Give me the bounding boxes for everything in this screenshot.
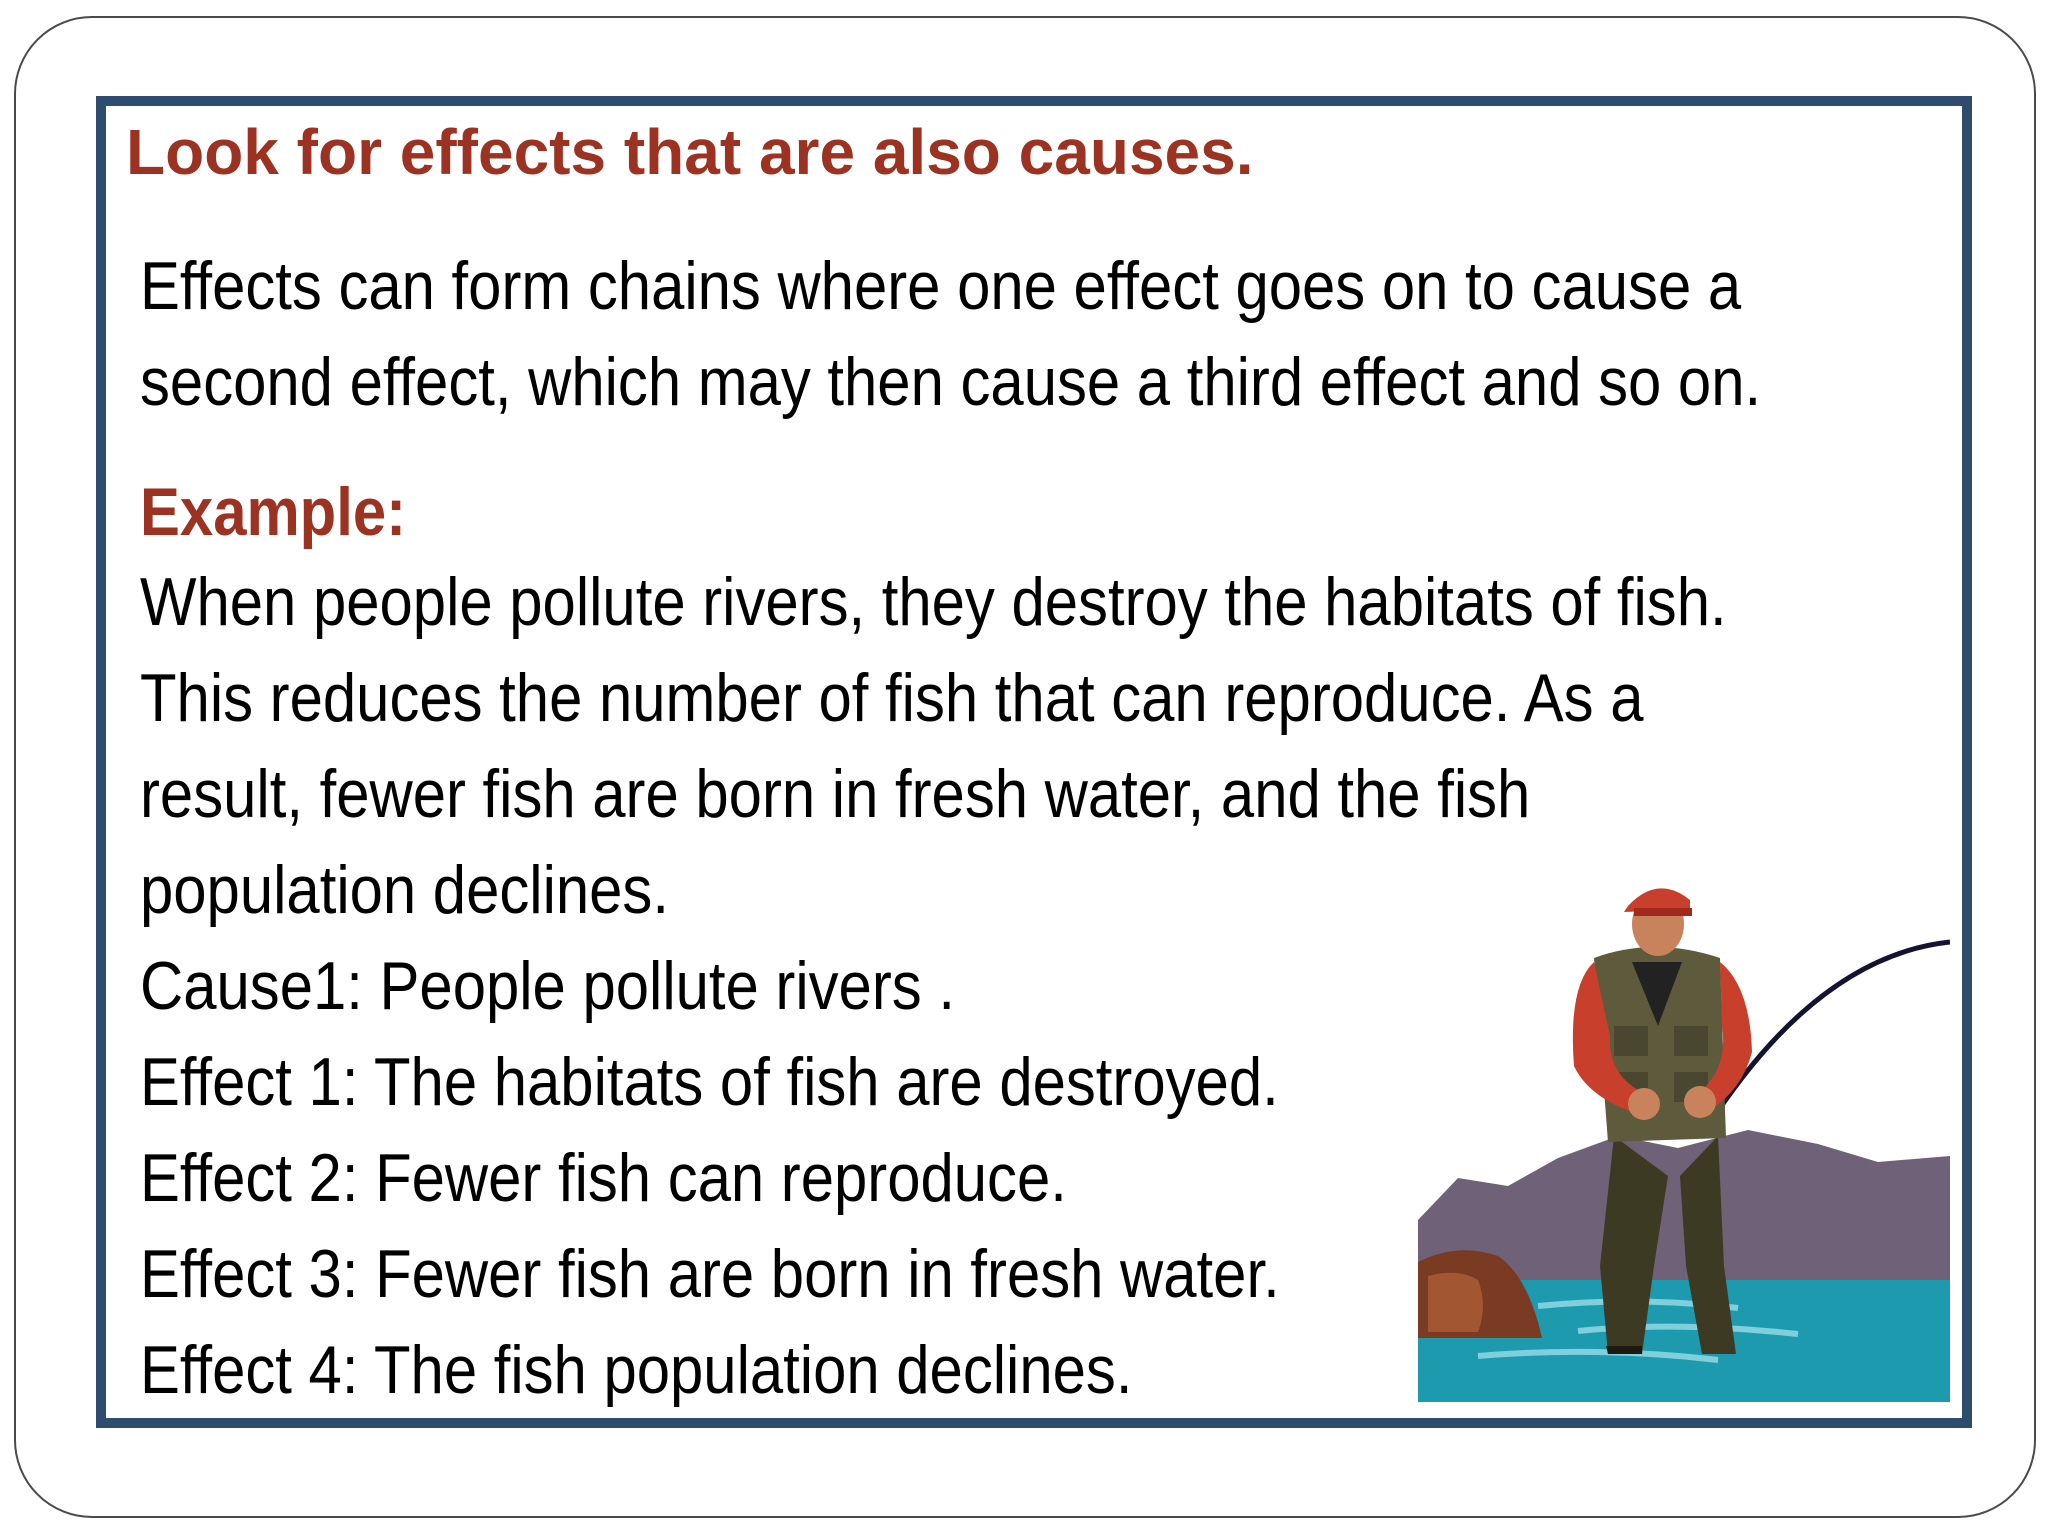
intro-line: second effect, which may then cause a third effect and so on. (140, 344, 1762, 420)
effect-line: Effect 2: Fewer fish can reproduce. (140, 1140, 1067, 1216)
intro-line: Effects can form chains where one effect goes on to cause a (140, 248, 1742, 324)
example-line: When people pollute rivers, they destroy the habitats of fish. (140, 564, 1727, 640)
effect-line: Effect 3: Fewer fish are born in fresh water. (140, 1236, 1280, 1312)
cause-line: Cause1: People pollute rivers . (140, 948, 955, 1024)
example-line: population declines. (140, 852, 669, 928)
fisherman-illustration (1418, 876, 1950, 1402)
slide-heading: Look for effects that are also causes. (126, 116, 1254, 188)
example-line: This reduces the number of fish that can reproduce. As a (140, 660, 1644, 736)
example-label: Example: (140, 474, 407, 550)
intro-paragraph (140, 238, 1761, 430)
effect-line: Effect 1: The habitats of fish are destroyed. (140, 1044, 1279, 1120)
example-line: result, fewer fish are born in fresh water, and the fish (140, 756, 1531, 832)
effect-line: Effect 4: The fish population declines. (140, 1332, 1133, 1408)
